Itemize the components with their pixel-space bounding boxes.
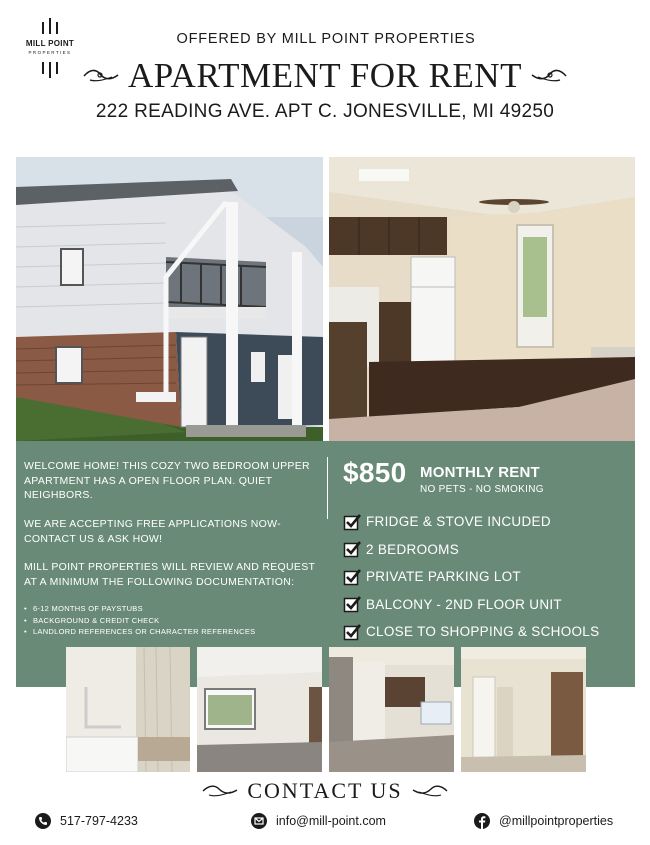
feature-label: FRIDGE & STOVE INCUDED <box>366 514 551 530</box>
checkbox-checked-icon <box>343 540 361 558</box>
living-room-photo <box>329 647 454 772</box>
feature-label: PRIVATE PARKING LOT <box>366 569 521 585</box>
kitchen-living-photo <box>329 157 635 441</box>
logo-name: MILL POINT <box>25 39 75 48</box>
phone-number: 517-797-4233 <box>60 814 138 828</box>
documentation-item: • 6-12 MONTHS OF PAYSTUBS <box>24 603 255 615</box>
documentation-list <box>24 603 255 638</box>
swirl-ornament-right-icon <box>530 67 568 85</box>
facebook-handle: @millpointproperties <box>499 814 614 828</box>
checkbox-checked-icon <box>343 568 361 586</box>
contact-facebook[interactable] <box>474 813 613 829</box>
feature-item <box>343 591 599 619</box>
hallway-photo <box>461 647 586 772</box>
swirl-ornament-left-icon <box>82 67 120 85</box>
property-address: 222 READING AVE. APT C. JONESVILLE, MI 49250 <box>95 101 555 122</box>
feature-label: CLOSE TO SHOPPING & SCHOOLS <box>366 624 600 640</box>
feature-item <box>343 536 599 564</box>
facebook-icon <box>474 813 490 829</box>
checkbox-checked-icon <box>343 595 361 613</box>
feature-item <box>343 618 599 646</box>
rent-label: MONTHLY RENT <box>420 464 540 481</box>
contact-title: CONTACT US <box>247 778 403 803</box>
contact-phone[interactable] <box>35 813 138 829</box>
features-list <box>343 508 599 646</box>
feature-label: BALCONY - 2ND FLOOR UNIT <box>366 596 562 612</box>
email-icon <box>251 813 267 829</box>
contact-email[interactable] <box>251 813 386 829</box>
swirl-ornament-left-icon <box>201 783 239 799</box>
title-row <box>0 54 650 98</box>
checkbox-checked-icon <box>343 513 361 531</box>
panel-divider <box>327 457 328 519</box>
page-title: APARTMENT FOR RENT <box>128 56 522 95</box>
welcome-text: WELCOME HOME! THIS COZY TWO BEDROOM UPPER APARTMENT HAS A OPEN FLOOR PLAN. QUIET NEIGHBORS. <box>24 460 310 501</box>
documentation-item: • BACKGROUND & CREDIT CHECK <box>24 615 255 627</box>
phone-icon <box>35 813 51 829</box>
bedroom-photo <box>197 647 322 772</box>
email-address: info@mill-point.com <box>276 814 386 828</box>
feature-item <box>343 508 599 536</box>
bathroom-photo <box>66 647 190 772</box>
feature-item <box>343 563 599 591</box>
documentation-item: • LANDLORD REFERENCES OR CHARACTER REFERENCES <box>24 626 255 638</box>
review-text: MILL POINT PROPERTIES WILL REVIEW AND REQUEST AT A MINIMUM THE FOLLOWING DOCUMENTATION: <box>24 561 316 588</box>
exterior-photo <box>16 157 323 441</box>
feature-label: 2 BEDROOMS <box>366 541 460 557</box>
rent-note: NO PETS - NO SMOKING <box>420 484 544 495</box>
swirl-ornament-right-icon <box>411 783 449 799</box>
rent-price: $850 <box>343 457 407 488</box>
checkbox-checked-icon <box>343 623 361 641</box>
logo-subtitle: PROPERTIES <box>28 50 72 55</box>
contact-heading-row <box>0 776 650 806</box>
applications-text: WE ARE ACCEPTING FREE APPLICATIONS NOW- CONTACT US & ASK HOW! <box>24 518 281 545</box>
offered-by-text: OFFERED BY MILL POINT PROPERTIES <box>176 31 476 47</box>
